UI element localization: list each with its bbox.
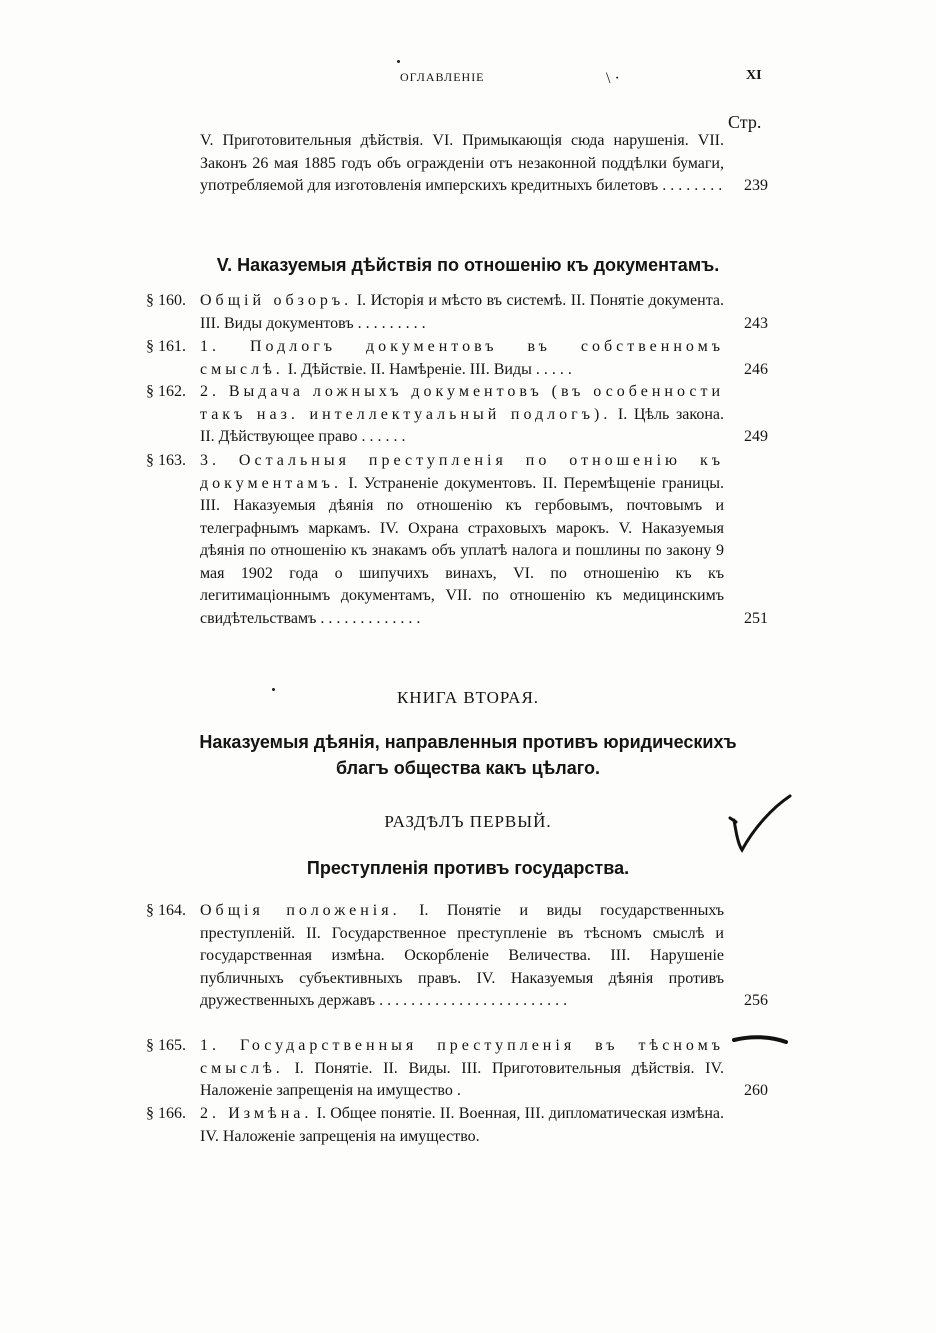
toc-entry-number: § 166.: [146, 1105, 186, 1122]
toc-entry-lead: 1. Подлогъ документовъ въ собственномъ смыслѣ.: [200, 338, 724, 378]
toc-entry-lead: 2. Выдача ложныхъ документовъ (въ особенности такъ наз. интеллектуальный подлогъ).: [200, 383, 724, 423]
toc-entry-lead: 3. Остальныя преступленія по отношенію къ документамъ.: [200, 452, 724, 492]
toc-entry-page: 246: [744, 360, 768, 378]
toc-entry-164[interactable]: [146, 900, 768, 1013]
toc-entry-page: 243: [744, 314, 768, 332]
toc-entry-text: I. Общее понятіе. II. Военная, III. дипломатическая измѣна. IV. Наложеніе запрещенія на имущество.: [200, 1105, 725, 1145]
ink-dot: [397, 60, 400, 63]
stray-pen-mark: \ ·: [606, 70, 620, 87]
toc-entry-lead: 2. Измѣна.: [200, 1105, 313, 1122]
part-title: РАЗДѢЛЪ ПЕРВЫЙ.: [384, 812, 552, 831]
toc-entry-text: I. Понятіе и виды государственныхъ преступленій. II. Государственное преступленіе въ тѣсномъ смыслѣ и государственная измѣна. Оскорбленіе Величества. III. Нарушеніе публичныхъ субъективныхъ правъ. IV. Наказуемыя дѣянія противъ дружественныхъ державъ . . . . . . . . . . . . . . . . . . . . . . . .: [200, 902, 725, 1009]
toc-entry-162[interactable]: [146, 381, 768, 449]
part-subtitle: Преступленія противъ государства.: [306, 858, 630, 878]
running-head-page-number: XI: [746, 68, 762, 83]
toc-entry-text: I. Понятіе. II. Виды. III. Приготовительныя дѣйствія. IV. Наложеніе запрещенія на имущество .: [200, 1059, 724, 1099]
page-column-label: Стр.: [728, 112, 762, 132]
toc-entry-text: I. Исторія и мѣсто въ системѣ. II. Понятіе документа. III. Виды документовъ . . . . . . . . .: [200, 292, 725, 332]
toc-entry-number: § 162.: [146, 383, 186, 400]
toc-entry-text: V. Приготовительныя дѣйствія. VI. Примыкающія сюда нарушенія. VII. Законъ 26 мая 1885 годъ объ огражденіи отъ незаконной поддѣлки бумаги, употребляемой для изготовленія имперскихъ кредитныхъ билетовъ . . . . . . . .: [200, 132, 724, 194]
book-subtitle-line1: Наказуемыя дѣянія, направленныя противъ юридическихъ: [199, 732, 737, 752]
handwritten-check-icon: [726, 792, 796, 856]
toc-entry-continuation[interactable]: [200, 130, 768, 198]
toc-entry-lead: Общія положенія.: [200, 902, 401, 919]
toc-entry-lead: 1. Государственныя преступленія въ тѣсномъ смыслѣ.: [200, 1037, 724, 1077]
running-head-title: ОГЛАВЛЕНІЕ: [400, 70, 485, 84]
running-head: [0, 70, 936, 90]
toc-entry-number: § 163.: [146, 452, 186, 469]
toc-entry-number: § 164.: [146, 902, 186, 919]
toc-entry-163[interactable]: [146, 450, 768, 630]
toc-entry-page: 239: [744, 177, 768, 194]
toc-entry-lead: Общій обзоръ.: [200, 292, 353, 309]
section-heading: V. Наказуемыя дѣйствія по отношенію къ документамъ.: [216, 255, 720, 275]
toc-entry-number: § 161.: [146, 338, 186, 355]
toc-entry-page: 249: [744, 428, 768, 445]
toc-entry-165[interactable]: [146, 1035, 768, 1103]
toc-entry-number: § 160.: [146, 292, 186, 309]
book-subtitle-line2: благъ общества какъ цѣлаго.: [335, 758, 601, 778]
toc-entry-161[interactable]: [146, 336, 768, 381]
book-title: КНИГА ВТОРАЯ.: [396, 688, 540, 707]
toc-entry-text: I. Устраненіе документовъ. II. Перемѣщеніе границы. III. Наказуемыя дѣянія по отношенію къ гербовымъ, почтовымъ и телеграфнымъ маркамъ. IV. Охрана страховыхъ марокъ. V. Наказуемыя дѣянія по отношенію къ знакамъ объ уплатѣ налога и пошлины по закону 9 мая 1902 года о шипучихъ винахъ, VI. по отношенію къ къ легитимаціоннымъ документамъ, VII. по отношенію къ медицинскимъ свидѣтельствамъ . . . . . . . . . . . . .: [200, 474, 725, 627]
toc-entry-text: I. Цѣль закона. II. Дѣйствующее право . . . . . .: [200, 405, 724, 445]
toc-entry-166[interactable]: [146, 1103, 768, 1148]
toc-entry-number: § 165.: [146, 1037, 186, 1054]
toc-entry-160[interactable]: [146, 290, 768, 335]
toc-entry-page: 260: [744, 1082, 768, 1099]
toc-entry-text: I. Дѣйствіе. II. Намѣреніе. III. Виды . . . . .: [287, 360, 572, 378]
toc-entry-page: 256: [744, 992, 768, 1009]
toc-entry-page: 251: [744, 609, 768, 627]
